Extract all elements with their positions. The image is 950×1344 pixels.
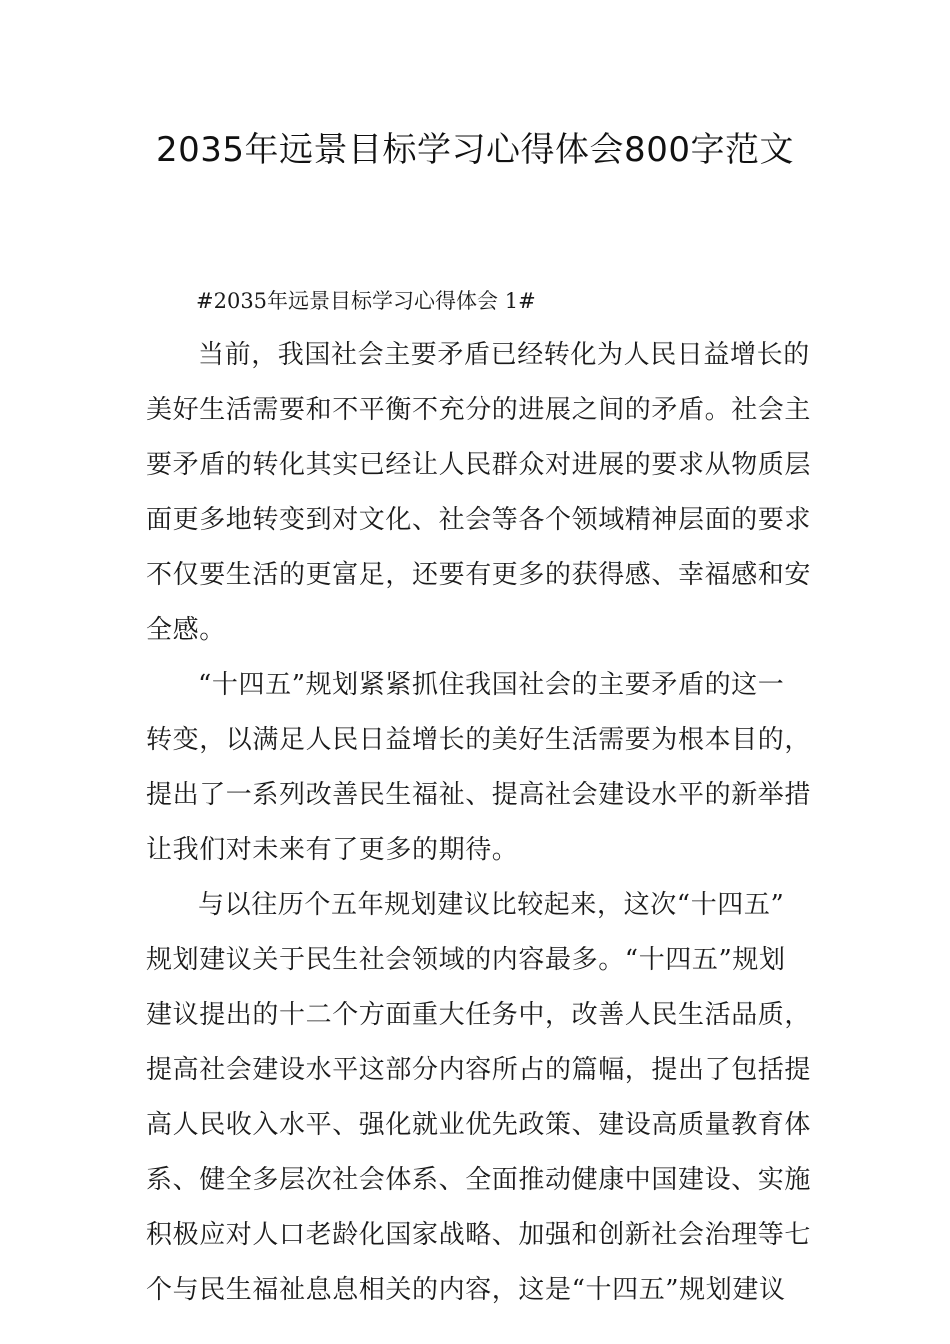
text-line: 提高社会建设水平这部分内容所占的篇幅，提出了包括提 <box>146 1055 812 1085</box>
text-line: 建议提出的十二个方面重大任务中，改善人民生活品质， <box>146 1000 812 1030</box>
document-title: 2035年远景目标学习心得体会800字范文 <box>156 130 794 170</box>
text-line: 不仅要生活的更富足，还要有更多的获得感、幸福感和安 <box>146 560 812 590</box>
text-line: 要矛盾的转化其实已经让人民群众对进展的要求从物质层 <box>146 450 812 480</box>
text-line: 美好生活需要和不平衡不充分的进展之间的矛盾。社会主 <box>146 395 812 425</box>
text-line: 个与民生福祉息息相关的内容，这是“十四五”规划建议 <box>146 1275 786 1305</box>
paragraph-2 <box>146 658 810 878</box>
paragraph-3 <box>146 878 810 1318</box>
text-line: 面更多地转变到对文化、社会等各个领域精神层面的要求 <box>146 505 812 535</box>
text-line: 规划建议关于民生社会领域的内容最多。“十四五”规划 <box>146 945 786 975</box>
text-line: 让我们对未来有了更多的期待。 <box>146 835 519 865</box>
text-line: 积极应对人口老龄化国家战略、加强和创新社会治理等七 <box>146 1220 812 1250</box>
text-line: 系、健全多层次社会体系、全面推动健康中国建设、实施 <box>146 1165 812 1195</box>
document-body <box>146 274 810 1318</box>
text-line: 全感。 <box>146 615 226 645</box>
text-line: 转变，以满足人民日益增长的美好生活需要为根本目的， <box>146 725 812 755</box>
text-line: 与以往历个五年规划建议比较起来，这次“十四五” <box>198 890 785 920</box>
text-line: 当前，我国社会主要矛盾已经转化为人民日益增长的 <box>198 340 810 370</box>
section-heading: #2035年远景目标学习心得体会 1# <box>196 289 536 313</box>
text-line: 提出了一系列改善民生福祉、提高社会建设水平的新举措 <box>146 780 812 810</box>
paragraph-1 <box>146 328 810 658</box>
text-line: 高人民收入水平、强化就业优先政策、建设高质量教育体 <box>146 1110 812 1140</box>
text-line: “十四五”规划紧紧抓住我国社会的主要矛盾的这一 <box>198 670 785 700</box>
